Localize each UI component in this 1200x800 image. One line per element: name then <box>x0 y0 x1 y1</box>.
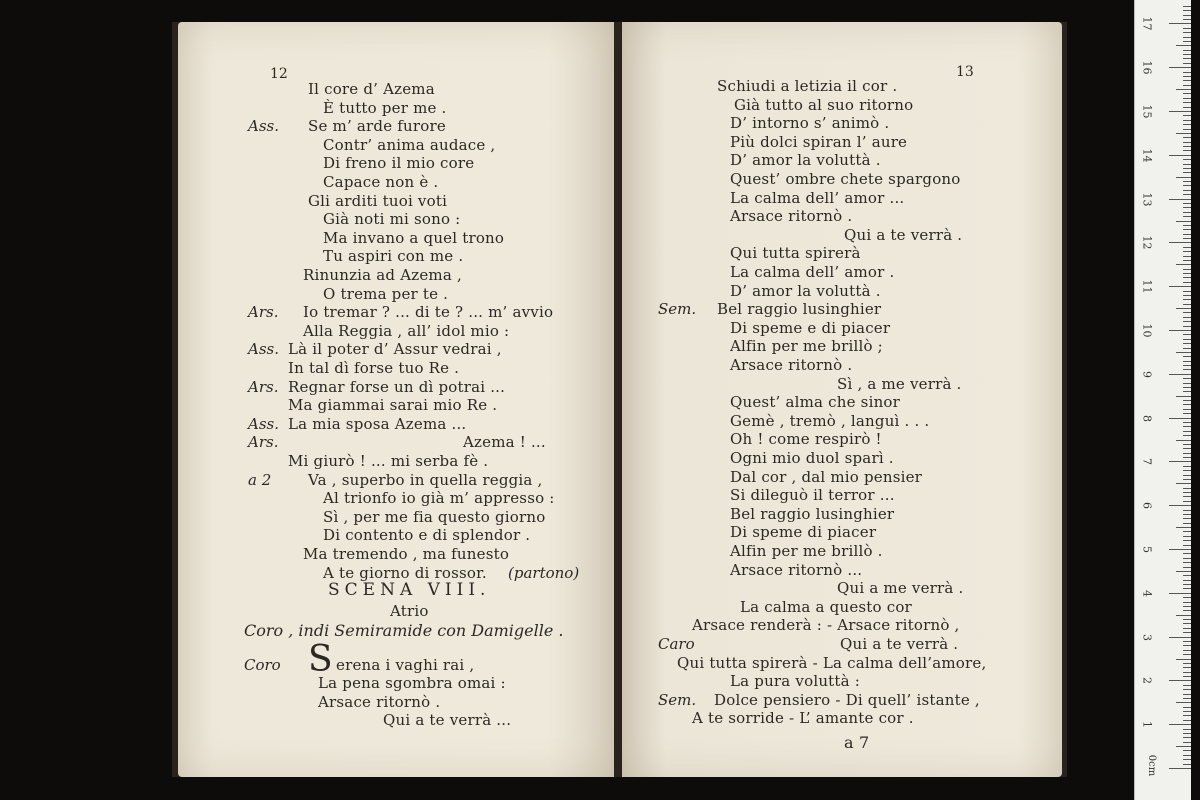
ruler-tick <box>1183 426 1191 427</box>
ruler-tick <box>1183 312 1191 313</box>
ruler-number: 17 <box>1140 16 1154 31</box>
verse-line: La calma dell’ amor . <box>730 263 895 281</box>
verse-line: Gemè , tremò , languì . . . <box>730 411 930 430</box>
measuring-ruler <box>1134 0 1191 800</box>
ruler-tick <box>1183 707 1191 708</box>
verse-line: Già tutto al suo ritorno <box>734 95 914 114</box>
ruler-tick <box>1183 584 1191 585</box>
ruler-tick <box>1183 667 1191 668</box>
verse-line: Va , superbo in quella reggia , <box>308 470 543 489</box>
ruler-tick <box>1183 540 1191 541</box>
verse-line: Contr’ anima audace , <box>323 135 496 154</box>
ruler-tick <box>1183 321 1191 322</box>
ruler-tick <box>1183 326 1191 327</box>
verse-line: Quest’ ombre chete spargono <box>730 170 961 188</box>
verse-line: Sì , a me verrà . <box>837 374 962 393</box>
verse-line: La mia sposa Azema ... <box>288 414 467 433</box>
ruler-number: 16 <box>1140 60 1154 75</box>
ruler-tick <box>1183 623 1191 624</box>
verse-line: O trema per te . <box>323 284 449 303</box>
ruler-tick <box>1183 562 1191 563</box>
ruler-tick <box>1169 23 1191 24</box>
ruler-tick <box>1183 632 1191 633</box>
ruler-tick <box>1183 185 1191 186</box>
scene-heading: SCENA VIII. <box>328 580 491 601</box>
speaker-label: Ass. <box>248 117 279 136</box>
ruler-tick <box>1183 269 1191 270</box>
ruler-number: 12 <box>1140 235 1154 250</box>
ruler-tick <box>1183 492 1191 493</box>
ruler-tick <box>1183 190 1191 191</box>
ruler-tick <box>1183 80 1191 81</box>
verse-line: Arsace renderà : - Arsace ritornò , <box>692 616 960 635</box>
ruler-tick <box>1183 383 1191 384</box>
ruler-tick <box>1183 628 1191 629</box>
page-number-right: 13 <box>956 64 974 80</box>
ruler-tick <box>1183 597 1191 598</box>
verse-line: erena i vaghi rai , <box>336 656 475 675</box>
speaker-label: Caro <box>658 635 695 653</box>
ruler-tick <box>1183 650 1191 651</box>
ruler-tick <box>1183 234 1191 235</box>
ruler-tick <box>1183 715 1191 716</box>
ruler-tick <box>1183 295 1191 296</box>
ruler-tick <box>1183 742 1191 743</box>
verse-line: Qui a te verrà ... <box>383 711 512 730</box>
ruler-tick <box>1169 155 1191 156</box>
ruler-tick <box>1169 286 1191 287</box>
verse-line: Arsace ritornò . <box>730 356 853 374</box>
ruler-tick <box>1183 10 1191 11</box>
verse-line: Dolce pensiero - Di quell’ istante , <box>714 690 980 709</box>
ruler-tick <box>1183 501 1191 502</box>
ruler-tick <box>1183 98 1191 99</box>
ruler-tick <box>1183 365 1191 366</box>
verse-line: Arsace ritornò . <box>730 207 853 226</box>
verse-line: Io tremar ? ... di te ? ... m’ avvio <box>303 303 554 322</box>
ruler-tick <box>1183 676 1191 677</box>
stage-direction: (partono) <box>508 563 580 582</box>
ruler-tick <box>1183 54 1191 55</box>
ruler-tick <box>1183 41 1191 42</box>
ruler-tick <box>1176 440 1191 441</box>
ruler-tick <box>1183 422 1191 423</box>
ruler-tick <box>1169 549 1191 550</box>
scene-location: Atrio <box>390 602 429 621</box>
ruler-tick <box>1183 404 1191 405</box>
verse-line: Quest’ alma che sinor <box>730 393 901 412</box>
ruler-tick <box>1183 431 1191 432</box>
ruler-tick <box>1183 85 1191 86</box>
ruler-tick <box>1183 361 1191 362</box>
ruler-tick <box>1183 510 1191 511</box>
speaker-label: Ars. <box>248 433 279 452</box>
verse-line: Arsace ritornò . <box>318 692 441 711</box>
ruler-number: 3 <box>1140 633 1154 641</box>
verse-line: Già noti mi sono : <box>323 210 461 229</box>
speaker-label: Ars. <box>248 303 279 322</box>
ruler-tick <box>1183 580 1191 581</box>
ruler-tick <box>1183 203 1191 204</box>
verse-line: È tutto per me . <box>323 98 447 117</box>
ruler-unit: 0cm <box>1146 754 1158 777</box>
ruler-tick <box>1183 654 1191 655</box>
verse-line: Regnar forse un dì potrai ... <box>288 377 506 396</box>
ruler-tick <box>1183 37 1191 38</box>
ruler-tick <box>1183 172 1191 173</box>
book-spread <box>172 22 1067 777</box>
ruler-tick <box>1183 115 1191 116</box>
ruler-tick <box>1169 418 1191 419</box>
drop-cap: S <box>308 639 333 681</box>
ruler-tick <box>1183 588 1191 589</box>
ruler-tick <box>1183 764 1191 765</box>
ruler-number: 7 <box>1140 458 1154 466</box>
ruler-tick <box>1183 273 1191 274</box>
ruler-tick <box>1169 67 1191 68</box>
ruler-tick <box>1169 111 1191 112</box>
ruler-tick <box>1183 711 1191 712</box>
ruler-number: 8 <box>1140 414 1154 422</box>
ruler-tick <box>1169 330 1191 331</box>
ruler-number: 14 <box>1140 148 1154 163</box>
ruler-tick <box>1183 247 1191 248</box>
verse-line: Oh ! come respirò ! <box>730 430 882 449</box>
ruler-tick <box>1183 475 1191 476</box>
ruler-tick <box>1183 194 1191 195</box>
ruler-tick <box>1183 164 1191 165</box>
ruler-tick <box>1183 470 1191 471</box>
ruler-tick <box>1183 137 1191 138</box>
ruler-tick <box>1183 698 1191 699</box>
ruler-tick <box>1183 689 1191 690</box>
ruler-tick <box>1183 387 1191 388</box>
verse-line: D’ amor la voluttà . <box>730 151 881 170</box>
ruler-tick <box>1183 32 1191 33</box>
ruler-tick <box>1183 207 1191 208</box>
verse-line: Si dileguò il terror ... <box>730 486 895 505</box>
ruler-tick <box>1183 229 1191 230</box>
ruler-tick <box>1183 129 1191 130</box>
verse-line: Mi giurò ! ... mi serba fè . <box>288 452 489 470</box>
ruler-number: 13 <box>1140 192 1154 207</box>
verse-line: Di freno il mio core <box>323 154 475 173</box>
speaker-label: Ass. <box>248 340 279 359</box>
ruler-tick <box>1183 641 1191 642</box>
verse-line: Alfin per me brillò ; <box>730 337 883 356</box>
ruler-tick <box>1183 256 1191 257</box>
ruler-number: 4 <box>1140 589 1154 597</box>
speaker-label: Ars. <box>248 377 279 396</box>
ruler-tick <box>1183 488 1191 489</box>
ruler-tick <box>1183 102 1191 103</box>
verse-line: Ma invano a quel trono <box>323 228 505 247</box>
ruler-tick <box>1183 50 1191 51</box>
ruler-tick <box>1183 28 1191 29</box>
ruler-tick <box>1183 567 1191 568</box>
verse-line: Gli arditi tuoi voti <box>308 191 448 210</box>
ruler-tick <box>1176 746 1191 747</box>
ruler-number: 5 <box>1140 546 1154 553</box>
ruler-tick <box>1183 291 1191 292</box>
ruler-tick <box>1169 461 1191 462</box>
ruler-tick <box>1176 659 1191 660</box>
ruler-tick <box>1183 444 1191 445</box>
ruler-tick <box>1183 720 1191 721</box>
ruler-number: 2 <box>1140 677 1154 685</box>
verse-line: Di speme di piacer <box>730 523 877 542</box>
ruler-tick <box>1176 177 1191 178</box>
ruler-tick <box>1183 619 1191 620</box>
verse-line: Ogni mio duol sparì . <box>730 449 894 467</box>
ruler-tick <box>1183 369 1191 370</box>
ruler-number: 1 <box>1140 721 1154 729</box>
verse-line: Tu aspiri con me . <box>323 247 464 266</box>
ruler-tick <box>1183 356 1191 357</box>
ruler-tick <box>1183 755 1191 756</box>
ruler-tick <box>1169 505 1191 506</box>
ruler-tick <box>1169 374 1191 375</box>
ruler-tick <box>1183 277 1191 278</box>
ruler-tick <box>1176 396 1191 397</box>
ruler-tick <box>1183 737 1191 738</box>
ruler-tick <box>1183 260 1191 261</box>
ruler-tick <box>1183 58 1191 59</box>
ruler-tick <box>1176 527 1191 528</box>
ruler-tick <box>1183 15 1191 16</box>
verse-line: Di speme e di piacer <box>730 318 891 337</box>
verse-line: A te sorride - L’ amante cor . <box>692 709 914 728</box>
speaker-label: Sem. <box>658 690 697 709</box>
ruler-tick <box>1183 6 1191 7</box>
verse-line: Il core d’ Azema <box>308 80 435 98</box>
ruler-tick <box>1169 242 1191 243</box>
ruler-tick <box>1183 645 1191 646</box>
ruler-tick <box>1176 483 1191 484</box>
ruler-tick <box>1183 435 1191 436</box>
ruler-number: 10 <box>1140 323 1154 338</box>
verse-line: Bel raggio lusinghier <box>730 504 895 523</box>
ruler-tick <box>1183 159 1191 160</box>
verse-line: Qui a me verrà . <box>837 579 964 598</box>
ruler-tick <box>1183 72 1191 73</box>
ruler-tick <box>1183 299 1191 300</box>
ruler-tick <box>1176 308 1191 309</box>
ruler-tick <box>1176 352 1191 353</box>
ruler-tick <box>1169 199 1191 200</box>
ruler-tick <box>1183 146 1191 147</box>
ruler-tick <box>1183 212 1191 213</box>
ruler-tick <box>1183 107 1191 108</box>
verse-line: Dal cor , dal mio pensier <box>730 467 923 486</box>
verse-line: Ma tremendo , ma funesto <box>303 545 510 563</box>
ruler-tick <box>1183 750 1191 751</box>
speaker-label: Coro <box>244 656 281 675</box>
ruler-tick <box>1183 400 1191 401</box>
ruler-tick <box>1183 413 1191 414</box>
verse-line: D’ intorno s’ animò . <box>730 114 890 133</box>
ruler-tick <box>1176 45 1191 46</box>
verse-line: Azema ! ... <box>463 433 546 452</box>
ruler-tick <box>1183 304 1191 305</box>
ruler-tick <box>1183 694 1191 695</box>
ruler-number: 9 <box>1140 370 1154 378</box>
ruler-tick <box>1183 453 1191 454</box>
ruler-tick <box>1183 575 1191 576</box>
ruler-tick <box>1183 496 1191 497</box>
verse-line: La pura voluttà : <box>730 672 860 691</box>
ruler-tick <box>1183 733 1191 734</box>
ruler-tick <box>1183 225 1191 226</box>
ruler-tick <box>1183 606 1191 607</box>
ruler-tick <box>1183 729 1191 730</box>
right-page <box>622 22 1062 777</box>
verse-line: Ma giammai sarai mio Re . <box>288 396 498 415</box>
ruler-tick <box>1183 457 1191 458</box>
verse-line: Alla Reggia , all’ idol mio : <box>303 321 510 340</box>
speaker-label: Sem. <box>658 300 697 319</box>
verse-line: Là il poter d’ Assur vedrai , <box>288 340 502 359</box>
ruler-tick <box>1183 663 1191 664</box>
ruler-tick <box>1183 672 1191 673</box>
ruler-tick <box>1176 221 1191 222</box>
ruler-tick <box>1183 343 1191 344</box>
ruler-tick <box>1169 724 1191 725</box>
verse-line: Capace non è . <box>323 173 439 191</box>
ruler-tick <box>1183 536 1191 537</box>
ruler-tick <box>1183 150 1191 151</box>
ruler-tick <box>1183 602 1191 603</box>
ruler-tick <box>1183 409 1191 410</box>
ruler-tick <box>1183 334 1191 335</box>
page-number-left: 12 <box>270 66 288 82</box>
ruler-tick <box>1183 531 1191 532</box>
verse-line: Più dolci spiran l’ aure <box>730 132 908 151</box>
ruler-tick <box>1176 571 1191 572</box>
ruler-tick <box>1176 133 1191 134</box>
ruler-tick <box>1169 593 1191 594</box>
ruler-number: 15 <box>1140 104 1154 119</box>
verse-line: La calma a questo cor <box>740 597 912 616</box>
ruler-tick <box>1183 518 1191 519</box>
ruler-tick <box>1183 610 1191 611</box>
ruler-tick <box>1183 251 1191 252</box>
ruler-tick <box>1183 448 1191 449</box>
verse-line: Rinunzia ad Azema , <box>303 266 462 284</box>
ruler-tick <box>1176 89 1191 90</box>
ruler-tick <box>1169 637 1191 638</box>
ruler-tick <box>1183 378 1191 379</box>
verse-line: La pena sgombra omai : <box>318 674 506 693</box>
ruler-tick <box>1183 120 1191 121</box>
ruler-tick <box>1176 264 1191 265</box>
verse-line: Di contento e di splendor . <box>323 526 531 545</box>
ruler-tick <box>1183 479 1191 480</box>
ruler-tick <box>1183 216 1191 217</box>
ruler-tick <box>1183 466 1191 467</box>
catchword: a 7 <box>844 733 870 752</box>
verse-line: Sì , per me fia questo giorno <box>323 507 546 526</box>
ruler-tick <box>1183 514 1191 515</box>
ruler-tick <box>1183 348 1191 349</box>
ruler-tick <box>1183 339 1191 340</box>
speaker-label: a 2 <box>248 470 272 489</box>
verse-line: La calma dell’ amor ... <box>730 188 905 207</box>
verse-line: Se m’ arde furore <box>308 117 446 136</box>
ruler-tick <box>1169 768 1191 769</box>
ruler-tick <box>1183 181 1191 182</box>
verse-line: Qui a te verrà . <box>840 635 959 653</box>
verse-line: Alfin per me brillò . <box>730 542 883 560</box>
ruler-tick <box>1183 553 1191 554</box>
speaker-label: Ass. <box>248 414 279 433</box>
ruler-tick <box>1183 93 1191 94</box>
left-page <box>178 22 614 777</box>
verse-line: Qui tutta spirerà - La calma dell’amore, <box>677 653 987 672</box>
verse-line: In tal dì forse tuo Re . <box>288 359 460 377</box>
ruler-tick <box>1183 63 1191 64</box>
ruler-number: 11 <box>1140 279 1154 294</box>
ruler-tick <box>1169 680 1191 681</box>
ruler-tick <box>1176 702 1191 703</box>
ruler-tick <box>1183 317 1191 318</box>
ruler-tick <box>1183 19 1191 20</box>
ruler-tick <box>1183 523 1191 524</box>
ruler-tick <box>1183 391 1191 392</box>
verse-line: Qui tutta spirerà <box>730 244 861 263</box>
verse-line: D’ amor la voluttà . <box>730 281 881 300</box>
ruler-tick <box>1183 282 1191 283</box>
verse-line: Qui a te verrà . <box>844 225 963 244</box>
ruler-tick <box>1183 124 1191 125</box>
ruler-tick <box>1183 168 1191 169</box>
verse-line: Al trionfo io già m’ appresso : <box>323 489 555 508</box>
ruler-number: 6 <box>1140 502 1154 510</box>
ruler-tick <box>1183 142 1191 143</box>
verse-line: Arsace ritornò ... <box>730 560 863 579</box>
ruler-tick <box>1183 558 1191 559</box>
verse-line: A te giorno di rossor. <box>323 563 487 582</box>
ruler-tick <box>1183 76 1191 77</box>
ruler-tick <box>1183 759 1191 760</box>
verse-line: Bel raggio lusinghier <box>717 300 882 319</box>
ruler-tick <box>1176 615 1191 616</box>
stage-direction: Coro , indi Semiramide con Damigelle . <box>244 621 564 641</box>
verse-line: Schiudi a letizia il cor . <box>717 77 898 95</box>
ruler-tick <box>1183 685 1191 686</box>
ruler-tick <box>1183 238 1191 239</box>
ruler-tick <box>1183 545 1191 546</box>
